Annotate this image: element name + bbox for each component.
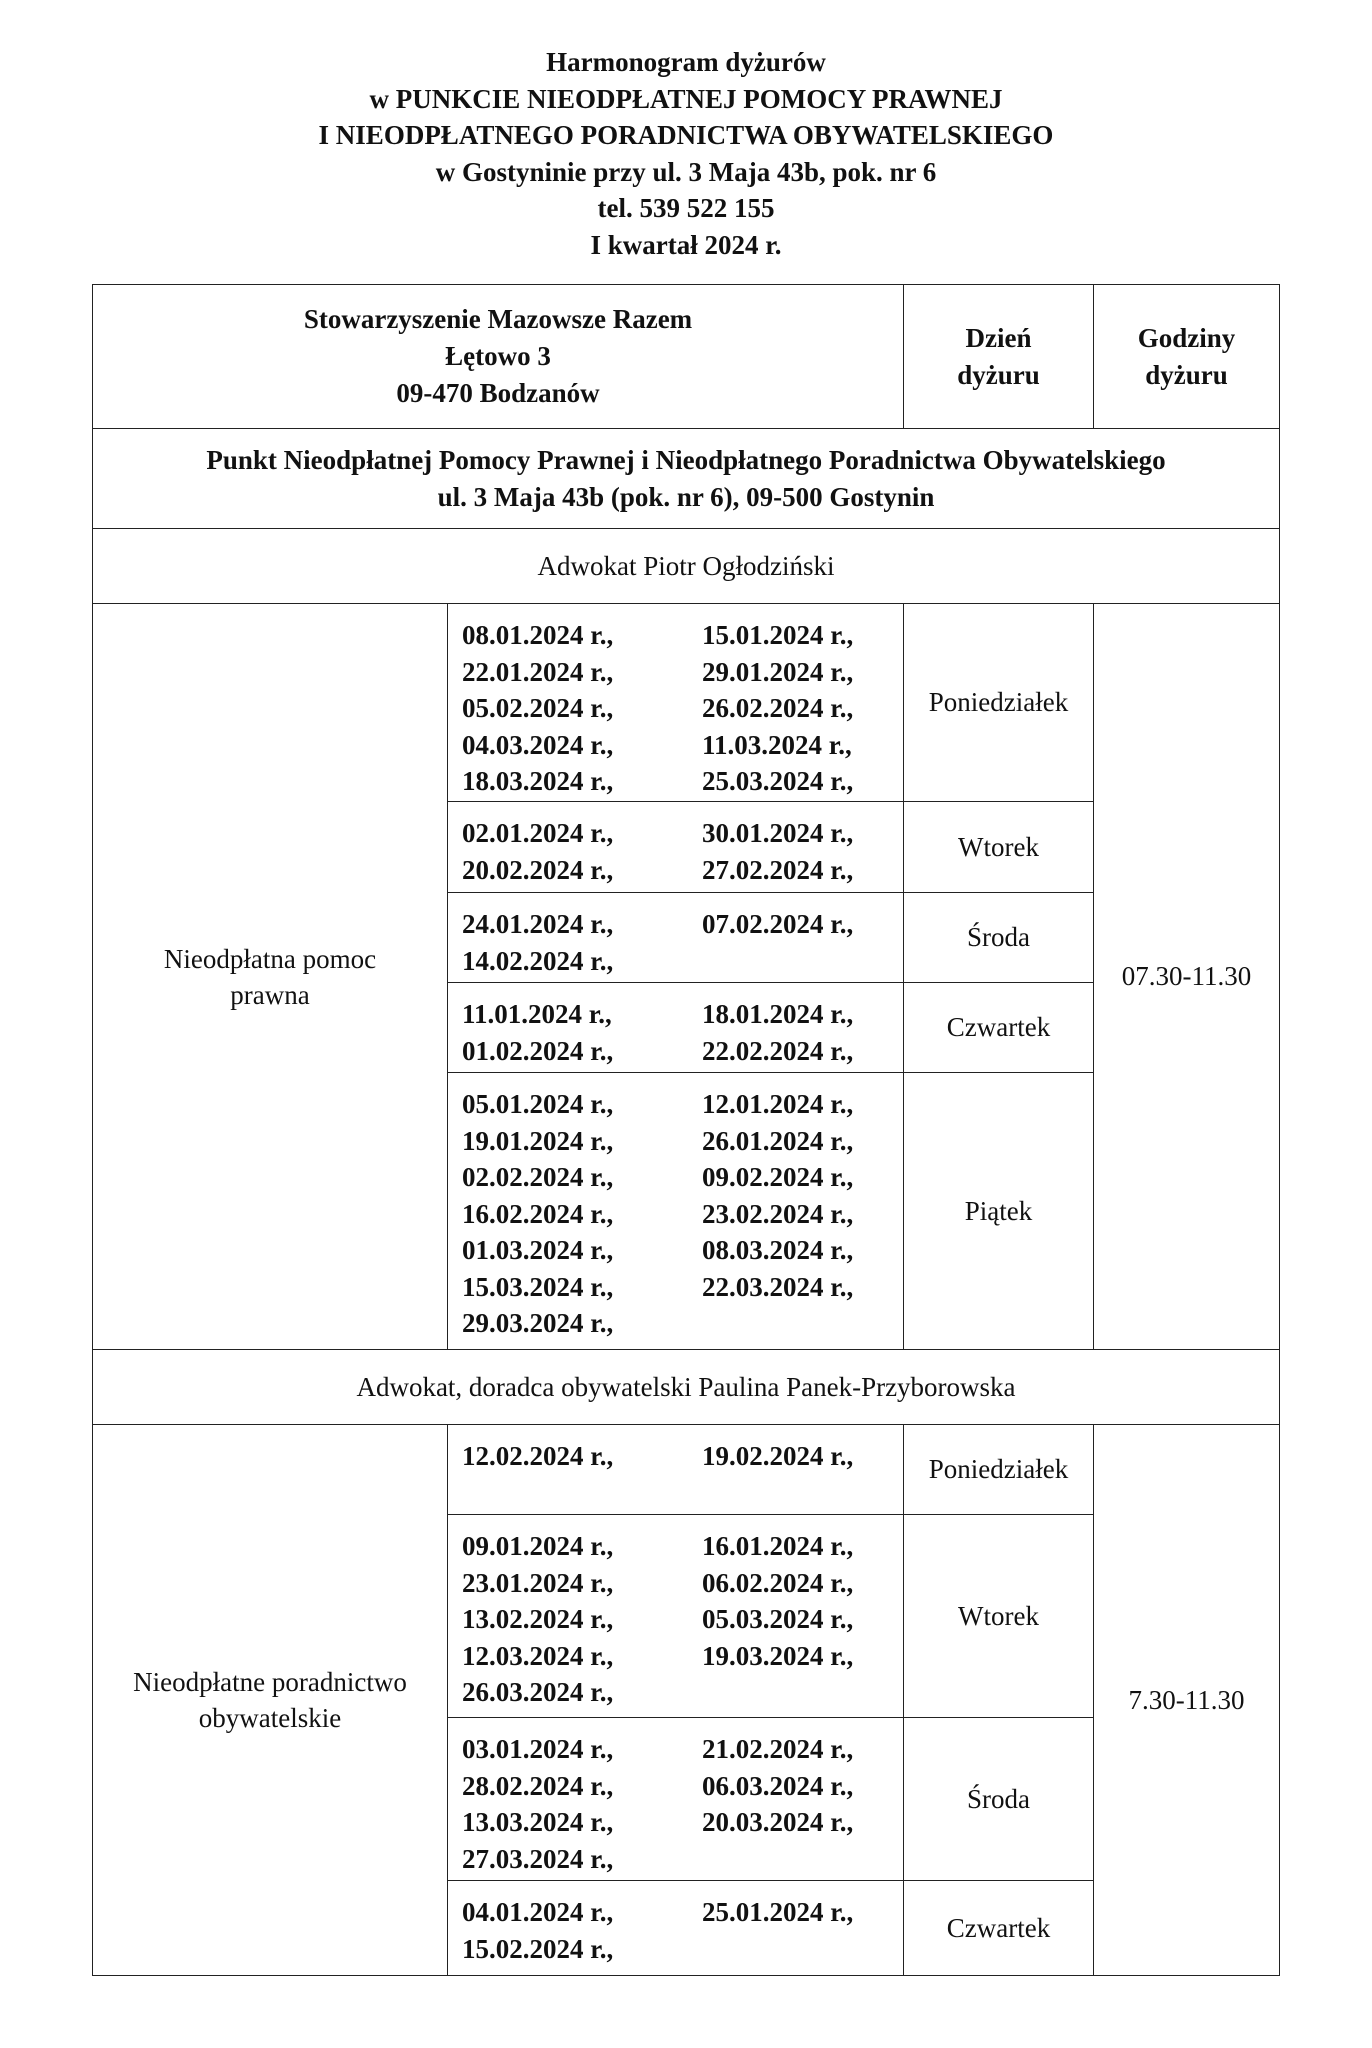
duty-date: 06.03.2024 r., bbox=[702, 1770, 854, 1801]
duty-date: 02.02.2024 r., bbox=[462, 1162, 614, 1192]
duty-date: 03.01.2024 r., bbox=[462, 1734, 614, 1764]
duty-date: 14.02.2024 r., bbox=[462, 945, 614, 976]
duty-date: 16.01.2024 r., bbox=[702, 1531, 854, 1561]
point-address: ul. 3 Maja 43b (pok. nr 6), 09-500 Gostynin bbox=[437, 481, 935, 512]
dates-cell bbox=[448, 1073, 904, 1350]
duty-hours: 07.30-11.30 bbox=[1094, 604, 1280, 1350]
organization-name: Stowarzyszenie Mazowsze Razem bbox=[303, 304, 693, 334]
duty-date: 24.01.2024 r., bbox=[462, 909, 614, 939]
service-label-line: Nieodpłatne poradnictwo bbox=[133, 1667, 407, 1697]
organization-street: Łętowo 3 bbox=[445, 341, 551, 371]
duty-date: 07.02.2024 r., bbox=[702, 909, 854, 939]
duty-date: 12.03.2024 r., bbox=[462, 1640, 614, 1671]
duty-date: 09.02.2024 r., bbox=[702, 1162, 854, 1192]
schedule-row bbox=[93, 1425, 1280, 1515]
duty-date: 23.02.2024 r., bbox=[702, 1198, 854, 1229]
document-header bbox=[0, 44, 1372, 263]
header-quarter: I kwartał 2024 r. bbox=[590, 229, 782, 260]
day-header-line: dyżuru bbox=[957, 359, 1040, 390]
person-row bbox=[93, 1350, 1280, 1425]
weekday-cell: Czwartek bbox=[904, 983, 1094, 1073]
duty-date: 15.02.2024 r., bbox=[462, 1933, 614, 1964]
duty-date: 23.01.2024 r., bbox=[462, 1567, 614, 1598]
schedule-row bbox=[93, 604, 1280, 802]
duty-date bbox=[702, 1305, 892, 1342]
dates-cell bbox=[448, 1718, 904, 1881]
duty-date: 25.01.2024 r., bbox=[702, 1897, 854, 1927]
duty-date: 13.03.2024 r., bbox=[462, 1807, 614, 1837]
point-name: Punkt Nieodpłatnej Pomocy Prawnej i Nieodpłatnego Poradnictwa Obywatelskiego bbox=[206, 444, 1166, 475]
duty-date bbox=[702, 1931, 892, 1968]
header-line: w PUNKCIE NIEODPŁATNEJ POMOCY PRAWNEJ bbox=[369, 83, 1003, 114]
duty-date: 01.02.2024 r., bbox=[462, 1035, 614, 1066]
dates-cell bbox=[448, 893, 904, 983]
duty-date: 29.01.2024 r., bbox=[702, 656, 854, 687]
duty-date: 11.01.2024 r., bbox=[462, 999, 612, 1029]
duty-date: 13.02.2024 r., bbox=[462, 1604, 614, 1634]
duty-date: 16.02.2024 r., bbox=[462, 1198, 614, 1229]
duty-date bbox=[702, 1841, 892, 1878]
service-label-line: Nieodpłatna pomoc bbox=[163, 943, 377, 974]
header-line: I NIEODPŁATNEGO PORADNICTWA OBYWATELSKIEGO bbox=[318, 120, 1054, 150]
weekday-cell: Środa bbox=[904, 893, 1094, 983]
day-header-line: Dzień bbox=[965, 322, 1032, 353]
duty-date: 30.01.2024 r., bbox=[702, 818, 854, 848]
duty-date: 26.02.2024 r., bbox=[702, 693, 854, 723]
duty-date: 26.01.2024 r., bbox=[702, 1125, 854, 1156]
weekday-cell: Czwartek bbox=[904, 1881, 1094, 1976]
point-cell bbox=[93, 429, 1280, 529]
point-row bbox=[93, 429, 1280, 529]
organization-postal: 09-470 Bodzanów bbox=[396, 378, 600, 408]
duty-date: 08.01.2024 r., bbox=[462, 620, 614, 650]
duty-date: 12.01.2024 r., bbox=[702, 1089, 854, 1119]
duty-date: 26.03.2024 r., bbox=[462, 1677, 614, 1707]
person-name: Adwokat, doradca obywatelski Paulina Panek-Przyborowska bbox=[93, 1350, 1280, 1425]
header-address: w Gostyninie przy ul. 3 Maja 43b, pok. nr 6 bbox=[435, 156, 937, 187]
dates-cell bbox=[448, 604, 904, 802]
duty-date: 01.03.2024 r., bbox=[462, 1235, 614, 1265]
duty-date: 27.02.2024 r., bbox=[702, 854, 854, 885]
duty-date: 19.02.2024 r., bbox=[702, 1441, 854, 1471]
duty-date: 08.03.2024 r., bbox=[702, 1235, 854, 1265]
dates-cell bbox=[448, 802, 904, 893]
duty-date: 18.01.2024 r., bbox=[702, 999, 854, 1029]
hours-column-header bbox=[1094, 285, 1280, 429]
duty-date: 05.01.2024 r., bbox=[462, 1089, 614, 1119]
duty-date: 11.03.2024 r., bbox=[702, 729, 852, 760]
weekday-cell: Wtorek bbox=[904, 802, 1094, 893]
duty-date: 04.01.2024 r., bbox=[462, 1897, 614, 1927]
duty-date: 20.03.2024 r., bbox=[702, 1807, 854, 1837]
duty-date: 20.02.2024 r., bbox=[462, 854, 614, 885]
weekday-cell: Piątek bbox=[904, 1073, 1094, 1350]
person-row bbox=[93, 529, 1280, 604]
duty-date bbox=[702, 943, 892, 980]
duty-date: 22.02.2024 r., bbox=[702, 1035, 854, 1066]
weekday-cell: Wtorek bbox=[904, 1515, 1094, 1718]
duty-hours: 7.30-11.30 bbox=[1094, 1425, 1280, 1976]
person-name: Adwokat Piotr Ogłodziński bbox=[93, 529, 1280, 604]
dates-cell bbox=[448, 1425, 904, 1515]
duty-date: 19.01.2024 r., bbox=[462, 1125, 614, 1156]
duty-date: 05.02.2024 r., bbox=[462, 693, 614, 723]
schedule-table bbox=[92, 284, 1280, 1976]
duty-date: 06.02.2024 r., bbox=[702, 1567, 854, 1598]
weekday-cell: Poniedziałek bbox=[904, 604, 1094, 802]
duty-date: 29.03.2024 r., bbox=[462, 1308, 614, 1338]
duty-date: 21.02.2024 r., bbox=[702, 1734, 854, 1764]
dates-cell bbox=[448, 1515, 904, 1718]
duty-date: 05.03.2024 r., bbox=[702, 1604, 854, 1634]
duty-date: 15.03.2024 r., bbox=[462, 1271, 614, 1302]
hours-header-line: dyżuru bbox=[1145, 359, 1228, 390]
duty-date: 04.03.2024 r., bbox=[462, 729, 614, 760]
service-label bbox=[93, 1425, 448, 1976]
weekday-cell: Poniedziałek bbox=[904, 1425, 1094, 1515]
dates-cell bbox=[448, 1881, 904, 1976]
header-phone: tel. 539 522 155 bbox=[597, 193, 775, 223]
duty-date: 22.01.2024 r., bbox=[462, 656, 614, 687]
table-header-row bbox=[93, 285, 1280, 429]
service-label bbox=[93, 604, 448, 1350]
hours-header-line: Godziny bbox=[1137, 322, 1236, 353]
header-title: Harmonogram dyżurów bbox=[546, 47, 826, 77]
duty-date: 02.01.2024 r., bbox=[462, 818, 614, 848]
service-label-line: prawna bbox=[230, 979, 310, 1010]
duty-date: 09.01.2024 r., bbox=[462, 1531, 614, 1561]
duty-date: 27.03.2024 r., bbox=[462, 1843, 614, 1874]
duty-date bbox=[702, 1674, 892, 1711]
service-label-line: obywatelskie bbox=[198, 1703, 342, 1733]
duty-date: 18.03.2024 r., bbox=[462, 766, 614, 796]
organization-cell bbox=[93, 285, 904, 429]
duty-date: 25.03.2024 r., bbox=[702, 766, 854, 796]
duty-date: 15.01.2024 r., bbox=[702, 620, 854, 650]
duty-date: 28.02.2024 r., bbox=[462, 1770, 614, 1801]
dates-cell bbox=[448, 983, 904, 1073]
duty-date: 19.03.2024 r., bbox=[702, 1640, 854, 1671]
duty-date: 12.02.2024 r., bbox=[462, 1441, 614, 1471]
weekday-cell: Środa bbox=[904, 1718, 1094, 1881]
day-column-header bbox=[904, 285, 1094, 429]
duty-date: 22.03.2024 r., bbox=[702, 1271, 854, 1302]
